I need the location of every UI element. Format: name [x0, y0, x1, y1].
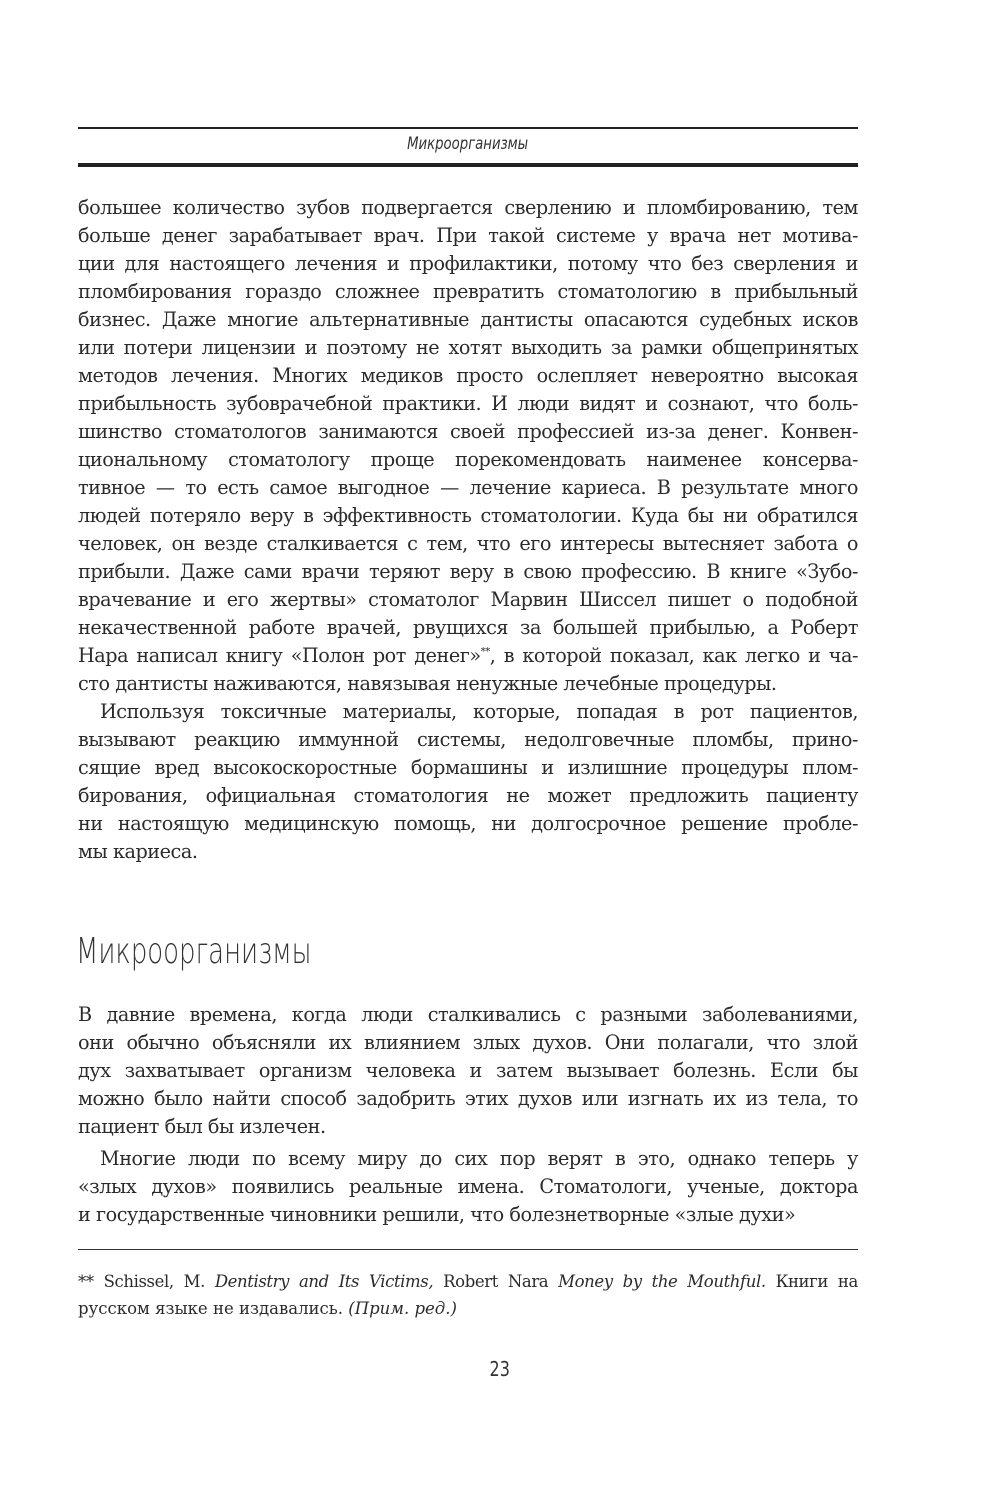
text-line: некачественной работе врачей, рвущихся за большей прибылью, а Роберт	[78, 616, 858, 639]
text-line: сто дантисты наживаются, навязывая ненужные лечебные процедуры.	[78, 672, 777, 695]
text-line: прибыли. Даже сами врачи теряют веру в свою профессию. В книге «Зубо-	[78, 560, 858, 583]
text-line: бирования, официальная стоматология не может предложить пациенту	[78, 784, 858, 807]
footnote-title: Money by the Mouthful.	[558, 1272, 766, 1291]
paragraph	[78, 1145, 858, 1229]
text-line: Используя токсичные материалы, которые, попадая в рот пациентов,	[100, 700, 858, 723]
page-number	[0, 1357, 1000, 1381]
text-line: пломбирования гораздо сложнее превратить стоматологию в прибыльный	[78, 280, 858, 303]
text-line: сящие вред высокоскоростные бормашины и излишние процедуры плом-	[78, 756, 858, 779]
text-line: циональному стоматологу проще порекомендовать наименее консерва-	[78, 448, 858, 471]
header-rule-top	[78, 127, 858, 129]
text-line: и государственные чиновники решили, что болезнетворные «злые духи»	[78, 1203, 796, 1226]
text-line: прибыльность зубоврачебной практики. И люди видят и сознают, что боль-	[78, 392, 858, 415]
text-line: человек, он везде сталкивается с тем, что его интересы вытесняет забота о	[78, 532, 858, 555]
running-head	[78, 134, 858, 154]
footnote-line	[78, 1295, 858, 1322]
footnote-line	[78, 1268, 858, 1295]
text-line: они обычно объясняли их влиянием злых духов. Они полагали, что злой	[78, 1031, 858, 1054]
text-line: шинство стоматологов занимаются своей профессией из-за денег. Конвен-	[78, 420, 858, 443]
text-line: В давние времена, когда люди сталкивались с разными заболеваниями,	[78, 1003, 858, 1026]
text-line: людей потеряло веру в эффективность стоматологии. Куда бы ни обратился	[78, 504, 858, 527]
footnote-author: Schissel, M.	[103, 1272, 205, 1291]
section-heading: Микроорганизмы	[76, 931, 312, 972]
footnote-note: Книги на	[775, 1272, 858, 1291]
text-line: Многие люди по всему миру до сих пор верят в это, однако теперь у	[100, 1147, 858, 1170]
text-line: вызывают реакцию иммунной системы, недолговечные пломбы, прино-	[78, 728, 858, 751]
footnote-note: русском языке не издавались.	[78, 1299, 344, 1318]
footnote-reference: **	[480, 646, 490, 658]
page-number-text: 23	[489, 1357, 511, 1381]
paragraph	[78, 698, 858, 866]
paragraph	[78, 1001, 858, 1141]
text-line: или потери лицензии и поэтому не хотят выходить за рамки общепринятых	[78, 336, 858, 359]
text-line: тивное — то есть самое выгодное — лечение кариеса. В результате много	[78, 476, 858, 499]
text-line: бизнес. Даже многие альтернативные дантисты опасаются судебных исков	[78, 308, 858, 331]
footnote-author: Robert Nara	[443, 1272, 549, 1291]
text-line: пациент был бы излечен.	[78, 1115, 326, 1138]
footnote-editor-note: (Прим. ред.)	[348, 1299, 457, 1318]
running-head-text: Микроорганизмы	[407, 134, 529, 154]
footnote-rule	[78, 1249, 858, 1250]
text-line: Нара написал книгу «Полон рот денег»**, в которой показал, как легко и ча-	[78, 644, 859, 667]
text-line: дух захватывает организм человека и затем вызывает болезнь. Если бы	[78, 1059, 858, 1082]
text-line: мы кариеса.	[78, 840, 198, 863]
text-line: врачевание и его жертвы» стоматолог Марвин Шиссел пишет о подобной	[78, 588, 858, 611]
text-line: большее количество зубов подвергается сверлению и пломбированию, тем	[78, 196, 858, 219]
header-rule-bottom	[78, 163, 858, 167]
text-line: ции для настоящего лечения и профилактики, потому что без сверления и	[78, 252, 858, 275]
text-line: можно было найти способ задобрить этих духов или изгнать их из тела, то	[78, 1087, 858, 1110]
footnote	[78, 1268, 858, 1322]
text-line: «злых духов» появились реальные имена. Стоматологи, ученые, доктора	[78, 1175, 858, 1198]
footnote-marker: **	[78, 1272, 94, 1291]
text-line: методов лечения. Многих медиков просто ослепляет невероятно высокая	[78, 364, 858, 387]
paragraph	[78, 194, 858, 698]
footnote-title: Dentistry and Its Victims,	[214, 1272, 434, 1291]
text-line: больше денег зарабатывает врач. При такой системе у врача нет мотива-	[78, 224, 858, 247]
body-text	[78, 194, 858, 1229]
text-line: ни настоящую медицинскую помощь, ни долгосрочное решение пробле-	[78, 812, 858, 835]
